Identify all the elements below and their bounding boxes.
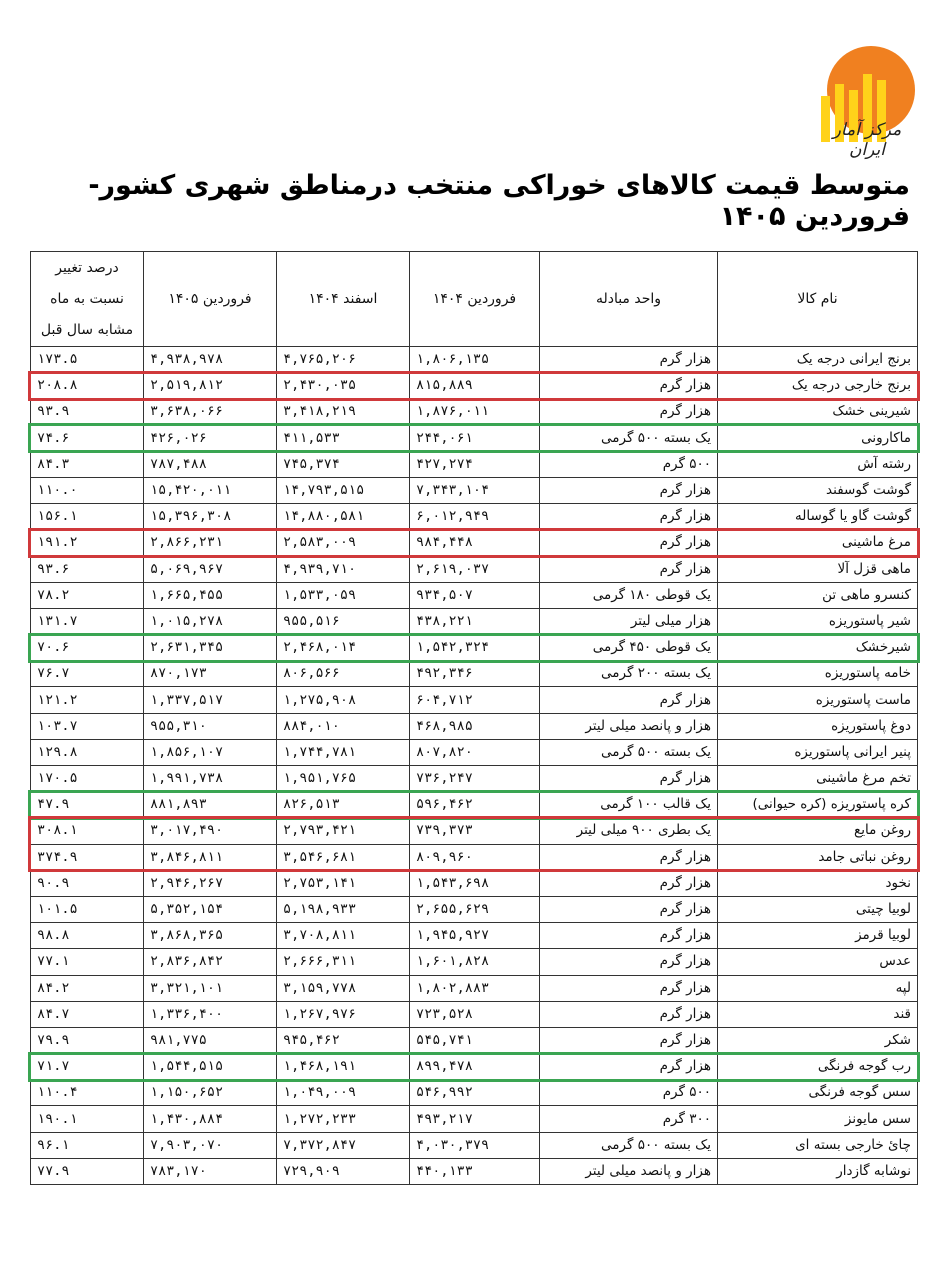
cell-item-name: ماست پاستوریزه — [718, 687, 918, 713]
cell-farvardin-1404: ۸۰۹,۹۶۰ — [410, 844, 540, 870]
table-row — [31, 923, 918, 949]
cell-pct-change: ۷۶.۷ — [31, 661, 144, 687]
cell-esfand-1404: ۱,۰۴۹,۰۰۹ — [277, 1080, 410, 1106]
cell-farvardin-1404: ۱,۸۰۶,۱۳۵ — [410, 347, 540, 373]
cell-unit: هزار گرم — [540, 923, 718, 949]
cell-unit: یک بسته ۵۰۰ گرمی — [540, 739, 718, 765]
cell-item-name: رب گوجه فرنگی — [718, 1054, 918, 1080]
cell-item-name: شیرخشک — [718, 635, 918, 661]
cell-farvardin-1404: ۴۹۲,۳۴۶ — [410, 661, 540, 687]
price-table — [30, 251, 918, 1185]
cell-farvardin-1405: ۲,۹۴۶,۲۶۷ — [144, 870, 277, 896]
cell-unit: یک بطری ۹۰۰ میلی لیتر — [540, 818, 718, 844]
header-pct-change — [31, 252, 144, 347]
cell-esfand-1404: ۳,۴۱۸,۲۱۹ — [277, 399, 410, 425]
cell-farvardin-1404: ۱,۵۴۳,۶۹۸ — [410, 870, 540, 896]
cell-farvardin-1405: ۸۷۰,۱۷۳ — [144, 661, 277, 687]
cell-esfand-1404: ۸۰۶,۵۶۶ — [277, 661, 410, 687]
cell-farvardin-1405: ۱,۸۵۶,۱۰۷ — [144, 739, 277, 765]
table-row — [31, 556, 918, 582]
cell-pct-change: ۸۴.۲ — [31, 975, 144, 1001]
header-farvardin-1405: فروردین ۱۴۰۵ — [144, 252, 277, 347]
cell-farvardin-1405: ۸۸۱,۸۹۳ — [144, 792, 277, 818]
cell-farvardin-1405: ۲,۸۳۶,۸۴۲ — [144, 949, 277, 975]
cell-esfand-1404: ۱,۲۷۵,۹۰۸ — [277, 687, 410, 713]
cell-farvardin-1404: ۴,۰۳۰,۳۷۹ — [410, 1132, 540, 1158]
cell-unit: ۳۰۰ گرم — [540, 1106, 718, 1132]
cell-farvardin-1405: ۵,۰۶۹,۹۶۷ — [144, 556, 277, 582]
cell-farvardin-1405: ۱,۶۶۵,۴۵۵ — [144, 582, 277, 608]
cell-esfand-1404: ۱,۷۴۴,۷۸۱ — [277, 739, 410, 765]
cell-pct-change: ۱۱۰.۰ — [31, 477, 144, 503]
cell-farvardin-1404: ۸۱۵,۸۸۹ — [410, 373, 540, 399]
table-row — [31, 530, 918, 556]
cell-farvardin-1405: ۱,۳۳۷,۵۱۷ — [144, 687, 277, 713]
cell-pct-change: ۱۹۰.۱ — [31, 1106, 144, 1132]
cell-esfand-1404: ۲,۷۵۳,۱۴۱ — [277, 870, 410, 896]
cell-esfand-1404: ۲,۶۶۶,۳۱۱ — [277, 949, 410, 975]
cell-farvardin-1405: ۳,۸۶۸,۳۶۵ — [144, 923, 277, 949]
table-row — [31, 1001, 918, 1027]
table-row — [31, 373, 918, 399]
cell-esfand-1404: ۸۸۴,۰۱۰ — [277, 713, 410, 739]
cell-farvardin-1404: ۴۲۷,۲۷۴ — [410, 451, 540, 477]
cell-pct-change: ۴۷.۹ — [31, 792, 144, 818]
cell-esfand-1404: ۹۵۵,۵۱۶ — [277, 608, 410, 634]
cell-unit: یک بسته ۲۰۰ گرمی — [540, 661, 718, 687]
cell-farvardin-1404: ۴۶۸,۹۸۵ — [410, 713, 540, 739]
table-row — [31, 1054, 918, 1080]
table-row — [31, 1080, 918, 1106]
cell-unit: هزار و پانصد میلی لیتر — [540, 713, 718, 739]
cell-pct-change: ۱۷۳.۵ — [31, 347, 144, 373]
cell-item-name: کره پاستوریزه (کره حیوانی) — [718, 792, 918, 818]
cell-item-name: برنج ایرانی درجه یک — [718, 347, 918, 373]
cell-pct-change: ۱۹۱.۲ — [31, 530, 144, 556]
cell-pct-change: ۱۲۱.۲ — [31, 687, 144, 713]
table-row — [31, 766, 918, 792]
cell-farvardin-1404: ۵۴۵,۷۴۱ — [410, 1027, 540, 1053]
cell-pct-change: ۳۰۸.۱ — [31, 818, 144, 844]
cell-pct-change: ۱۰۱.۵ — [31, 896, 144, 922]
cell-farvardin-1405: ۱,۵۴۴,۵۱۵ — [144, 1054, 277, 1080]
cell-farvardin-1405: ۷۸۷,۴۸۸ — [144, 451, 277, 477]
header-pct-line3: مشابه سال قبل — [40, 321, 134, 338]
cell-pct-change: ۳۷۴.۹ — [31, 844, 144, 870]
cell-unit: ۵۰۰ گرم — [540, 1080, 718, 1106]
cell-pct-change: ۹۶.۱ — [31, 1132, 144, 1158]
cell-farvardin-1404: ۲,۶۱۹,۰۳۷ — [410, 556, 540, 582]
table-row — [31, 399, 918, 425]
cell-unit: هزار و پانصد میلی لیتر — [540, 1158, 718, 1184]
table-row — [31, 1158, 918, 1184]
cell-pct-change: ۷۱.۷ — [31, 1054, 144, 1080]
cell-esfand-1404: ۲,۵۸۳,۰۰۹ — [277, 530, 410, 556]
cell-farvardin-1405: ۱,۰۱۵,۲۷۸ — [144, 608, 277, 634]
cell-unit: هزار گرم — [540, 766, 718, 792]
cell-farvardin-1404: ۲۴۴,۰۶۱ — [410, 425, 540, 451]
cell-farvardin-1404: ۷۳۹,۳۷۳ — [410, 818, 540, 844]
cell-esfand-1404: ۴,۹۳۹,۷۱۰ — [277, 556, 410, 582]
cell-item-name: دوغ پاستوریزه — [718, 713, 918, 739]
cell-esfand-1404: ۴,۷۶۵,۲۰۶ — [277, 347, 410, 373]
header-unit: واحد مبادله — [540, 252, 718, 347]
cell-esfand-1404: ۱,۵۳۳,۰۵۹ — [277, 582, 410, 608]
cell-item-name: لوبیا چیتی — [718, 896, 918, 922]
cell-farvardin-1404: ۴۴۰,۱۳۳ — [410, 1158, 540, 1184]
table-row — [31, 608, 918, 634]
cell-unit: هزار گرم — [540, 975, 718, 1001]
cell-unit: هزار گرم — [540, 844, 718, 870]
table-row — [31, 792, 918, 818]
cell-esfand-1404: ۸۲۶,۵۱۳ — [277, 792, 410, 818]
cell-farvardin-1404: ۶,۰۱۲,۹۴۹ — [410, 504, 540, 530]
cell-farvardin-1404: ۱,۹۴۵,۹۲۷ — [410, 923, 540, 949]
cell-esfand-1404: ۱۴,۷۹۳,۵۱۵ — [277, 477, 410, 503]
cell-item-name: ماکارونی — [718, 425, 918, 451]
cell-item-name: گوشت گاو یا گوساله — [718, 504, 918, 530]
cell-unit: هزار گرم — [540, 687, 718, 713]
cell-farvardin-1404: ۲,۶۵۵,۶۲۹ — [410, 896, 540, 922]
table-row — [31, 1027, 918, 1053]
cell-farvardin-1405: ۲,۸۶۶,۲۳۱ — [144, 530, 277, 556]
cell-item-name: سس مایونز — [718, 1106, 918, 1132]
cell-esfand-1404: ۱,۲۷۲,۲۳۳ — [277, 1106, 410, 1132]
table-row — [31, 635, 918, 661]
table-row — [31, 844, 918, 870]
table-row — [31, 896, 918, 922]
cell-farvardin-1405: ۱,۹۹۱,۷۳۸ — [144, 766, 277, 792]
header-pct-line1: درصد تغییر — [55, 259, 119, 276]
cell-item-name: چائ خارجی بسته ای — [718, 1132, 918, 1158]
cell-farvardin-1404: ۷۳۶,۲۴۷ — [410, 766, 540, 792]
header-name: نام کالا — [718, 252, 918, 347]
cell-farvardin-1405: ۲,۵۱۹,۸۱۲ — [144, 373, 277, 399]
cell-farvardin-1405: ۵,۳۵۲,۱۵۴ — [144, 896, 277, 922]
cell-unit: یک قالب ۱۰۰ گرمی — [540, 792, 718, 818]
cell-pct-change: ۱۰۳.۷ — [31, 713, 144, 739]
table-row — [31, 661, 918, 687]
cell-pct-change: ۷۹.۹ — [31, 1027, 144, 1053]
cell-esfand-1404: ۵,۱۹۸,۹۳۳ — [277, 896, 410, 922]
cell-pct-change: ۸۴.۳ — [31, 451, 144, 477]
cell-unit: هزار گرم — [540, 896, 718, 922]
cell-esfand-1404: ۳,۷۰۸,۸۱۱ — [277, 923, 410, 949]
cell-farvardin-1404: ۴۳۸,۲۲۱ — [410, 608, 540, 634]
table-row — [31, 1132, 918, 1158]
cell-farvardin-1405: ۱,۴۳۰,۸۸۴ — [144, 1106, 277, 1132]
cell-farvardin-1404: ۷,۳۴۳,۱۰۴ — [410, 477, 540, 503]
cell-farvardin-1404: ۴۹۳,۲۱۷ — [410, 1106, 540, 1132]
cell-esfand-1404: ۲,۴۶۸,۰۱۴ — [277, 635, 410, 661]
cell-item-name: لپه — [718, 975, 918, 1001]
cell-farvardin-1405: ۱,۳۳۶,۴۰۰ — [144, 1001, 277, 1027]
cell-unit: هزار گرم — [540, 347, 718, 373]
cell-unit: هزار گرم — [540, 399, 718, 425]
table-row — [31, 818, 918, 844]
header-esfand-1404: اسفند ۱۴۰۴ — [277, 252, 410, 347]
cell-esfand-1404: ۷۴۵,۳۷۴ — [277, 451, 410, 477]
cell-esfand-1404: ۷,۳۷۲,۸۴۷ — [277, 1132, 410, 1158]
cell-esfand-1404: ۴۱۱,۵۳۳ — [277, 425, 410, 451]
cell-unit: هزار گرم — [540, 530, 718, 556]
cell-esfand-1404: ۱۴,۸۸۰,۵۸۱ — [277, 504, 410, 530]
cell-item-name: برنج خارجی درجه یک — [718, 373, 918, 399]
cell-esfand-1404: ۳,۵۴۶,۶۸۱ — [277, 844, 410, 870]
cell-item-name: مرغ ماشینی — [718, 530, 918, 556]
cell-unit: هزار گرم — [540, 373, 718, 399]
cell-farvardin-1404: ۶۰۴,۷۱۲ — [410, 687, 540, 713]
cell-esfand-1404: ۲,۷۹۳,۴۲۱ — [277, 818, 410, 844]
cell-pct-change: ۱۵۶.۱ — [31, 504, 144, 530]
cell-farvardin-1404: ۹۳۴,۵۰۷ — [410, 582, 540, 608]
cell-unit: هزار گرم — [540, 504, 718, 530]
table-row — [31, 975, 918, 1001]
cell-farvardin-1404: ۵۴۶,۹۹۲ — [410, 1080, 540, 1106]
cell-esfand-1404: ۱,۹۵۱,۷۶۵ — [277, 766, 410, 792]
cell-farvardin-1405: ۲,۶۳۱,۳۴۵ — [144, 635, 277, 661]
header-pct-line2: نسبت به ماه — [50, 290, 124, 307]
cell-pct-change: ۹۳.۶ — [31, 556, 144, 582]
cell-pct-change: ۹۸.۸ — [31, 923, 144, 949]
cell-unit: هزار گرم — [540, 1054, 718, 1080]
logo-text: مرکز آمار ایران — [832, 120, 902, 160]
cell-farvardin-1404: ۵۹۶,۴۶۲ — [410, 792, 540, 818]
cell-pct-change: ۲۰۸.۸ — [31, 373, 144, 399]
cell-pct-change: ۱۳۱.۷ — [31, 608, 144, 634]
table-row — [31, 739, 918, 765]
cell-item-name: رشته آش — [718, 451, 918, 477]
cell-item-name: عدس — [718, 949, 918, 975]
cell-item-name: لوبیا قرمز — [718, 923, 918, 949]
cell-farvardin-1404: ۸۹۹,۴۷۸ — [410, 1054, 540, 1080]
cell-pct-change: ۷۴.۶ — [31, 425, 144, 451]
cell-farvardin-1404: ۱,۶۰۱,۸۲۸ — [410, 949, 540, 975]
cell-item-name: گوشت گوسفند — [718, 477, 918, 503]
cell-farvardin-1404: ۱,۸۷۶,۰۱۱ — [410, 399, 540, 425]
cell-item-name: خامه پاستوریزه — [718, 661, 918, 687]
cell-item-name: نوشابه گازدار — [718, 1158, 918, 1184]
cell-unit: هزار گرم — [540, 1027, 718, 1053]
table-row — [31, 687, 918, 713]
table-row — [31, 870, 918, 896]
cell-farvardin-1405: ۴,۹۳۸,۹۷۸ — [144, 347, 277, 373]
cell-pct-change: ۸۴.۷ — [31, 1001, 144, 1027]
cell-item-name: کنسرو ماهی تن — [718, 582, 918, 608]
cell-farvardin-1405: ۷,۹۰۳,۰۷۰ — [144, 1132, 277, 1158]
table-row — [31, 713, 918, 739]
cell-pct-change: ۱۲۹.۸ — [31, 739, 144, 765]
cell-pct-change: ۷۰.۶ — [31, 635, 144, 661]
cell-item-name: سس گوجه فرنگی — [718, 1080, 918, 1106]
cell-farvardin-1405: ۳,۶۳۸,۰۶۶ — [144, 399, 277, 425]
cell-farvardin-1405: ۴۲۶,۰۲۶ — [144, 425, 277, 451]
cell-item-name: روغن نباتی جامد — [718, 844, 918, 870]
table-row — [31, 425, 918, 451]
cell-esfand-1404: ۲,۴۳۰,۰۳۵ — [277, 373, 410, 399]
table-row — [31, 477, 918, 503]
cell-pct-change: ۹۰.۹ — [31, 870, 144, 896]
cell-unit: یک بسته ۵۰۰ گرمی — [540, 1132, 718, 1158]
table-row — [31, 347, 918, 373]
cell-unit: هزار گرم — [540, 556, 718, 582]
cell-unit: یک قوطی ۴۵۰ گرمی — [540, 635, 718, 661]
header-farvardin-1404: فروردین ۱۴۰۴ — [410, 252, 540, 347]
cell-pct-change: ۱۷۰.۵ — [31, 766, 144, 792]
cell-farvardin-1405: ۳,۳۲۱,۱۰۱ — [144, 975, 277, 1001]
cell-esfand-1404: ۱,۲۶۷,۹۷۶ — [277, 1001, 410, 1027]
cell-farvardin-1405: ۹۸۱,۷۷۵ — [144, 1027, 277, 1053]
cell-item-name: پنیر ایرانی پاستوریزه — [718, 739, 918, 765]
cell-item-name: شیرینی خشک — [718, 399, 918, 425]
cell-farvardin-1405: ۷۸۳,۱۷۰ — [144, 1158, 277, 1184]
cell-pct-change: ۱۱۰.۴ — [31, 1080, 144, 1106]
table-row — [31, 1106, 918, 1132]
cell-unit: هزار گرم — [540, 949, 718, 975]
cell-item-name: نخود — [718, 870, 918, 896]
table-row — [31, 451, 918, 477]
cell-item-name: شیر پاستوریزه — [718, 608, 918, 634]
cell-unit: هزار گرم — [540, 477, 718, 503]
cell-item-name: ماهی قزل آلا — [718, 556, 918, 582]
cell-esfand-1404: ۹۴۵,۴۶۲ — [277, 1027, 410, 1053]
cell-farvardin-1404: ۷۲۳,۵۲۸ — [410, 1001, 540, 1027]
cell-farvardin-1405: ۱۵,۴۲۰,۰۱۱ — [144, 477, 277, 503]
cell-item-name: روغن مایع — [718, 818, 918, 844]
cell-farvardin-1404: ۹۸۴,۴۴۸ — [410, 530, 540, 556]
cell-farvardin-1405: ۳,۸۴۶,۸۱۱ — [144, 844, 277, 870]
cell-farvardin-1405: ۹۵۵,۳۱۰ — [144, 713, 277, 739]
cell-farvardin-1405: ۱,۱۵۰,۶۵۲ — [144, 1080, 277, 1106]
table-row — [31, 582, 918, 608]
cell-pct-change: ۹۳.۹ — [31, 399, 144, 425]
cell-pct-change: ۷۷.۹ — [31, 1158, 144, 1184]
cell-farvardin-1404: ۸۰۷,۸۲۰ — [410, 739, 540, 765]
table-row — [31, 504, 918, 530]
cell-unit: یک قوطی ۱۸۰ گرمی — [540, 582, 718, 608]
cell-farvardin-1405: ۱۵,۳۹۶,۳۰۸ — [144, 504, 277, 530]
cell-unit: هزار گرم — [540, 870, 718, 896]
cell-esfand-1404: ۱,۴۶۸,۱۹۱ — [277, 1054, 410, 1080]
cell-farvardin-1404: ۱,۵۴۲,۳۲۴ — [410, 635, 540, 661]
cell-unit: هزار گرم — [540, 1001, 718, 1027]
table-header-row — [31, 252, 918, 347]
page-title: متوسط قیمت کالاهای خوراکی منتخب درمناطق شهری کشور- فروردین ۱۴۰۵ — [88, 170, 910, 232]
cell-pct-change: ۷۷.۱ — [31, 949, 144, 975]
cell-pct-change: ۷۸.۲ — [31, 582, 144, 608]
cell-farvardin-1405: ۳,۰۱۷,۴۹۰ — [144, 818, 277, 844]
cell-item-name: شکر — [718, 1027, 918, 1053]
cell-item-name: تخم مرغ ماشینی — [718, 766, 918, 792]
cell-unit: یک بسته ۵۰۰ گرمی — [540, 425, 718, 451]
cell-unit: هزار میلی لیتر — [540, 608, 718, 634]
cell-farvardin-1404: ۱,۸۰۲,۸۸۳ — [410, 975, 540, 1001]
table-row — [31, 949, 918, 975]
cell-item-name: قند — [718, 1001, 918, 1027]
cell-esfand-1404: ۳,۱۵۹,۷۷۸ — [277, 975, 410, 1001]
cell-esfand-1404: ۷۲۹,۹۰۹ — [277, 1158, 410, 1184]
cell-unit: ۵۰۰ گرم — [540, 451, 718, 477]
